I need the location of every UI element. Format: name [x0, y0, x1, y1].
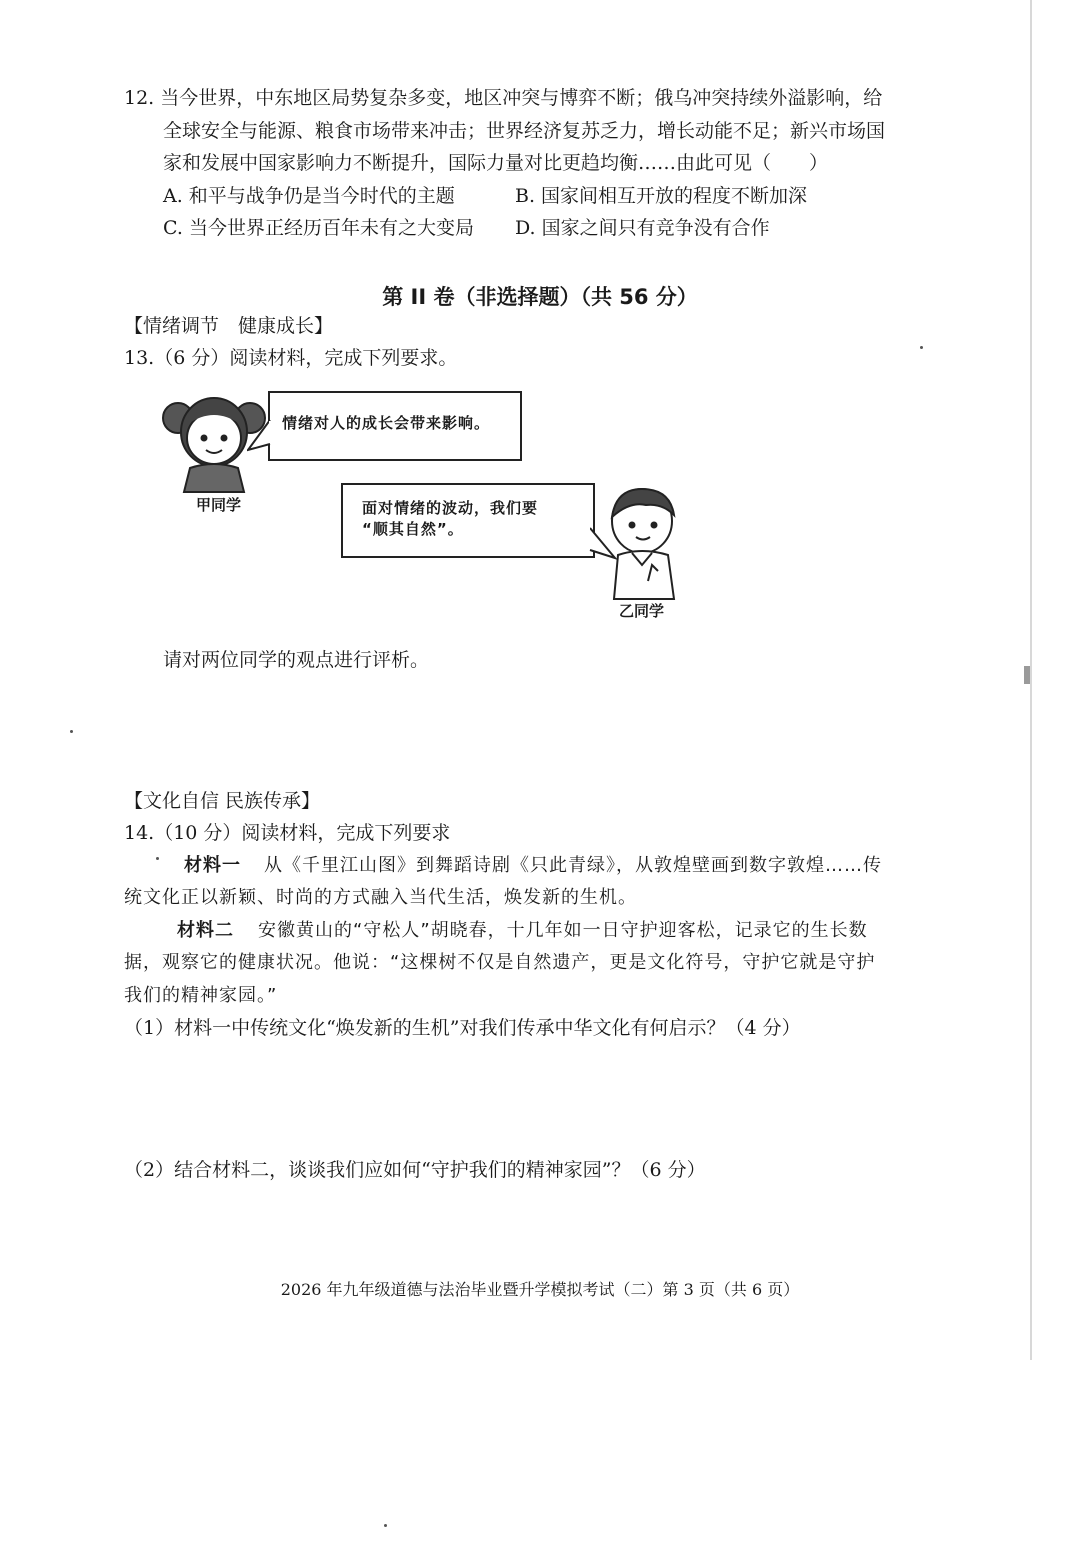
scan-speck: [920, 346, 923, 349]
section-heading-emotion: 【情绪调节 健康成长】: [124, 315, 334, 337]
q12-option-b: B. 国家间相互开放的程度不断加深: [515, 185, 808, 207]
label-student-a: 甲同学: [196, 496, 242, 514]
speech-bubble-a-tail: [247, 420, 271, 460]
q14-sub-question-1: （1）材料一中传统文化“焕发新的生机”对我们传承中华文化有何启示？（4 分）: [124, 1017, 801, 1039]
scan-edge-mark: [1024, 666, 1030, 684]
boy-student-illustration: [602, 485, 684, 600]
scan-speck: [70, 730, 73, 733]
q14-material1-label: 材料一: [184, 855, 241, 876]
q14-material1-line2: 统文化正以新颖、时尚的方式融入当代生活，焕发新的生机。: [124, 887, 637, 908]
q14-material2-label: 材料二: [177, 920, 234, 941]
q13-stem: 13.（6 分）阅读材料，完成下列要求。: [124, 347, 458, 369]
q12-option-a: A. 和平与战争仍是当今时代的主题: [163, 185, 455, 207]
section-title: 第 II 卷（非选择题）（共 56 分）: [382, 285, 698, 309]
scan-speck: [156, 857, 159, 860]
speech-bubble-a-text: 情绪对人的成长会带来影响。: [282, 414, 491, 432]
q14-material2-line2: 据，观察它的健康状况。他说：“这棵树不仅是自然遗产，更是文化符号，守护它就是守护: [124, 952, 876, 973]
q14-material2-line1: 安徽黄山的“守松人”胡晓春，十几年如一日守护迎客松，记录它的生长数: [258, 920, 868, 941]
scan-edge-line: [1030, 0, 1032, 1360]
section-heading-culture: 【文化自信 民族传承】: [124, 790, 321, 812]
q14-stem: 14.（10 分）阅读材料，完成下列要求: [124, 822, 451, 844]
q14-sub-question-2: （2）结合材料二，谈谈我们应如何“守护我们的精神家园”？（6 分）: [124, 1159, 706, 1181]
q14-material1-line1: 从《千里江山图》到舞蹈诗剧《只此青绿》，从敦煌壁画到数字敦煌……传: [264, 855, 882, 876]
page-footer: 2026 年九年级道德与法治毕业暨升学模拟考试（二）第 3 页（共 6 页）: [280, 1280, 800, 1299]
q14-material2-line3: 我们的精神家园。”: [124, 985, 278, 1006]
speech-bubble-b-line1: 面对情绪的波动，我们要: [362, 499, 539, 517]
q12-option-c: C. 当今世界正经历百年未有之大变局: [163, 217, 474, 239]
q12-stem-line2: 全球安全与能源、粮食市场带来冲击；世界经济复苏乏力，增长动能不足；新兴市场国: [163, 120, 886, 142]
q12-stem-line1: 12. 当今世界，中东地区局势复杂多变，地区冲突与博弈不断；俄乌冲突持续外溢影响，给: [124, 87, 883, 109]
scan-speck: [384, 1524, 387, 1527]
q12-option-d: D. 国家之间只有竞争没有合作: [515, 217, 770, 239]
speech-bubble-b-line2: “顺其自然”。: [362, 520, 464, 538]
label-student-b: 乙同学: [619, 602, 665, 620]
q12-stem-line3: 家和发展中国家影响力不断提升，国际力量对比更趋均衡……由此可见（ ）: [163, 152, 829, 174]
q13-prompt: 请对两位同学的观点进行评析。: [163, 649, 430, 671]
